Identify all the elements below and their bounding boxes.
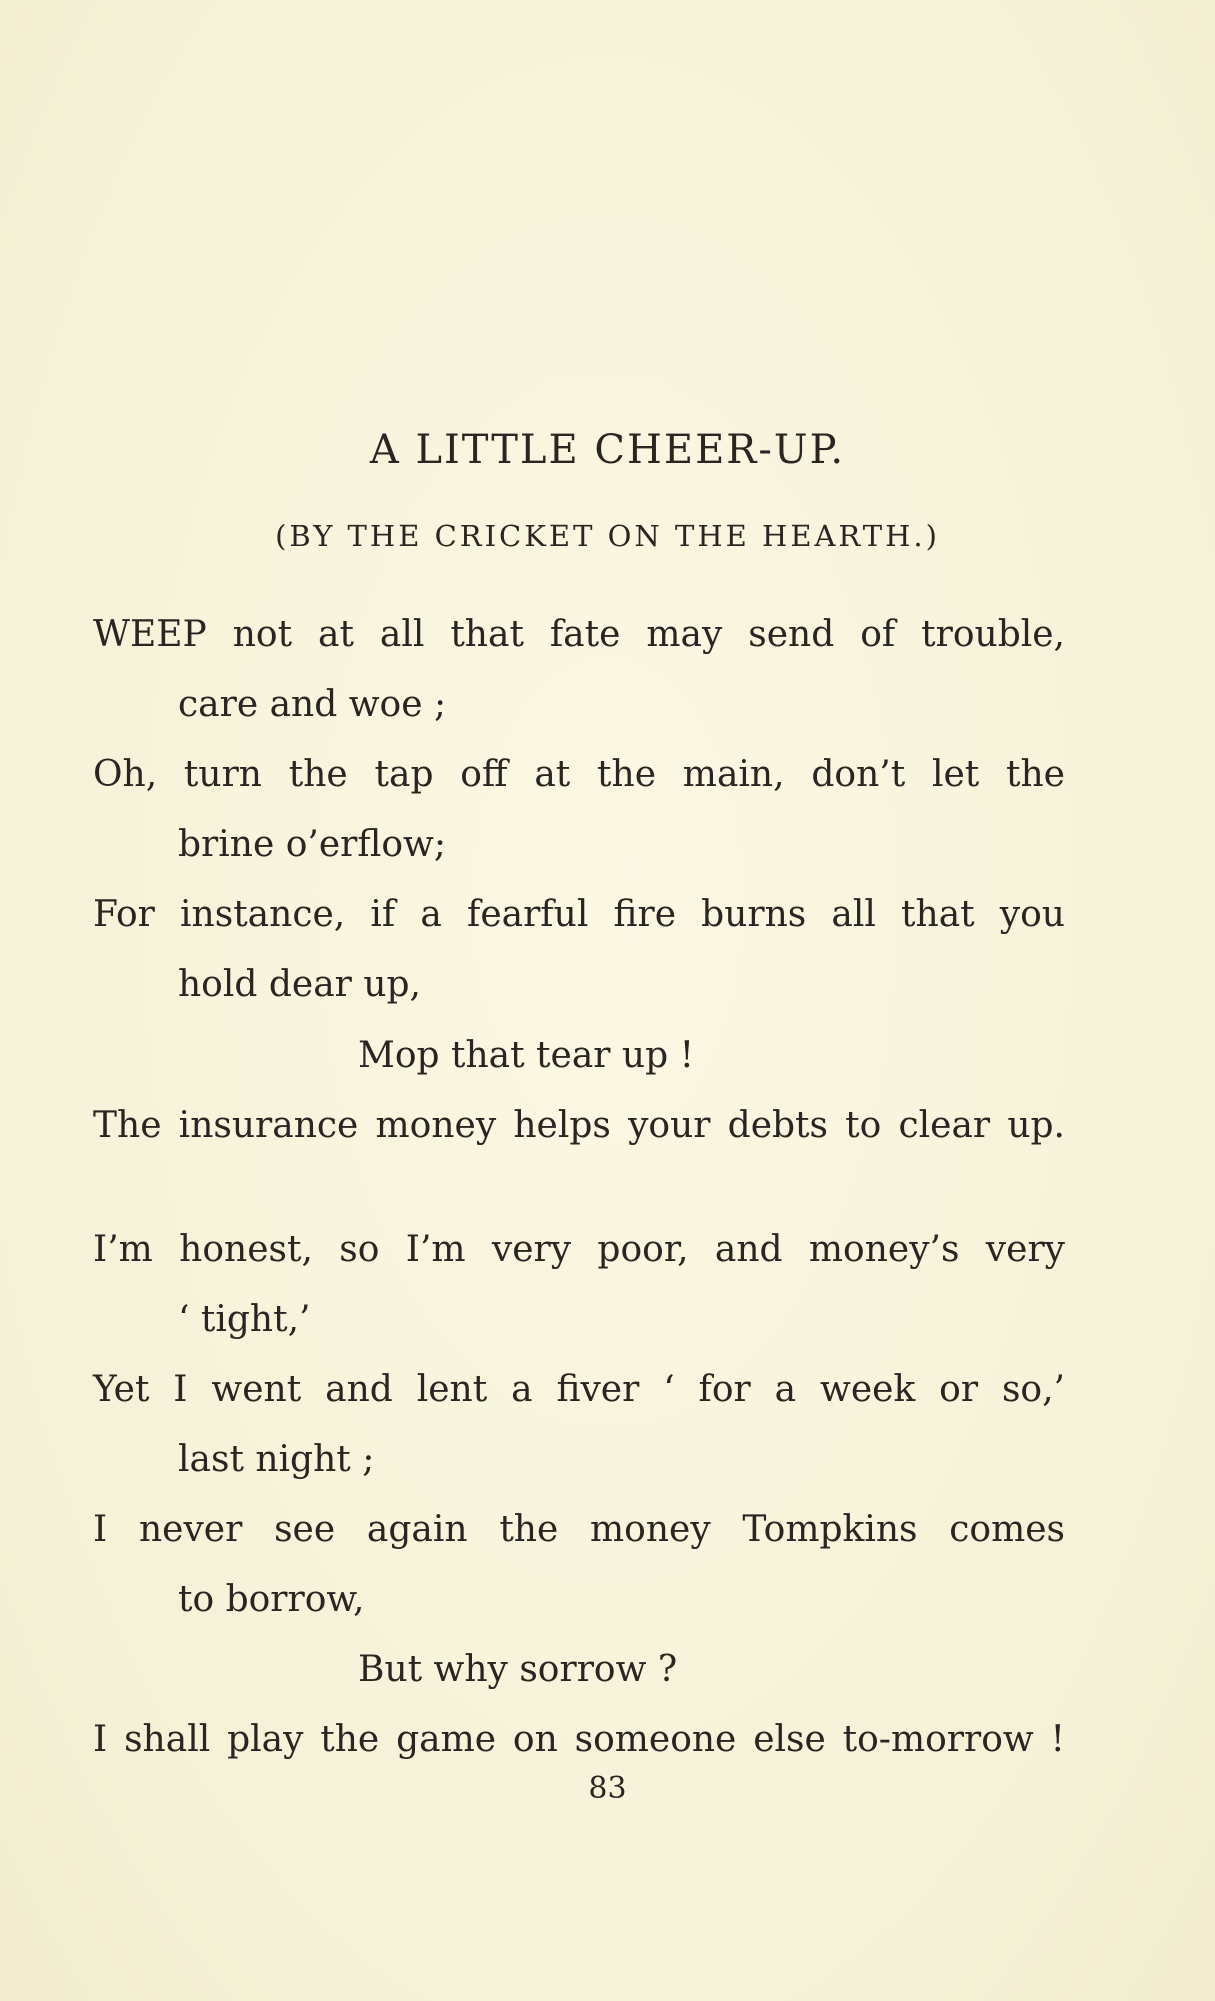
poem-title: A LITTLE CHEER-UP. bbox=[369, 427, 846, 473]
poem-refrain-line: But why sorrow ? bbox=[358, 1649, 678, 1690]
poem-line: care and woe ; bbox=[178, 684, 447, 725]
poem-line: I shall play the game on someone else to-morrow ! bbox=[93, 1719, 1065, 1760]
poem-line: last night ; bbox=[178, 1439, 375, 1480]
poem-line: ‘ tight,’ bbox=[178, 1299, 311, 1340]
poem-line: For instance, if a fearful fire burns all that you bbox=[93, 894, 1065, 935]
poem-line: hold dear up, bbox=[178, 964, 421, 1005]
poem-line: WEEP not at all that fate may send of trouble, bbox=[93, 614, 1065, 655]
page-number: 83 bbox=[588, 1771, 627, 1806]
poem-line: Oh, turn the tap off at the main, don’t let the bbox=[93, 754, 1065, 795]
poem-line: brine o’erflow; bbox=[178, 824, 446, 865]
poem-line: to borrow, bbox=[178, 1579, 365, 1620]
poem-line: I never see again the money Tompkins comes bbox=[93, 1509, 1065, 1550]
poem-refrain-line: Mop that tear up ! bbox=[358, 1035, 695, 1076]
poem-line: I’m honest, so I’m very poor, and money’s very bbox=[93, 1229, 1065, 1270]
poem-line: Yet I went and lent a fiver ‘ for a week or so,’ bbox=[93, 1369, 1065, 1410]
poem-line: The insurance money helps your debts to clear up. bbox=[93, 1105, 1065, 1146]
poem-subtitle: (BY THE CRICKET ON THE HEARTH.) bbox=[275, 519, 940, 553]
